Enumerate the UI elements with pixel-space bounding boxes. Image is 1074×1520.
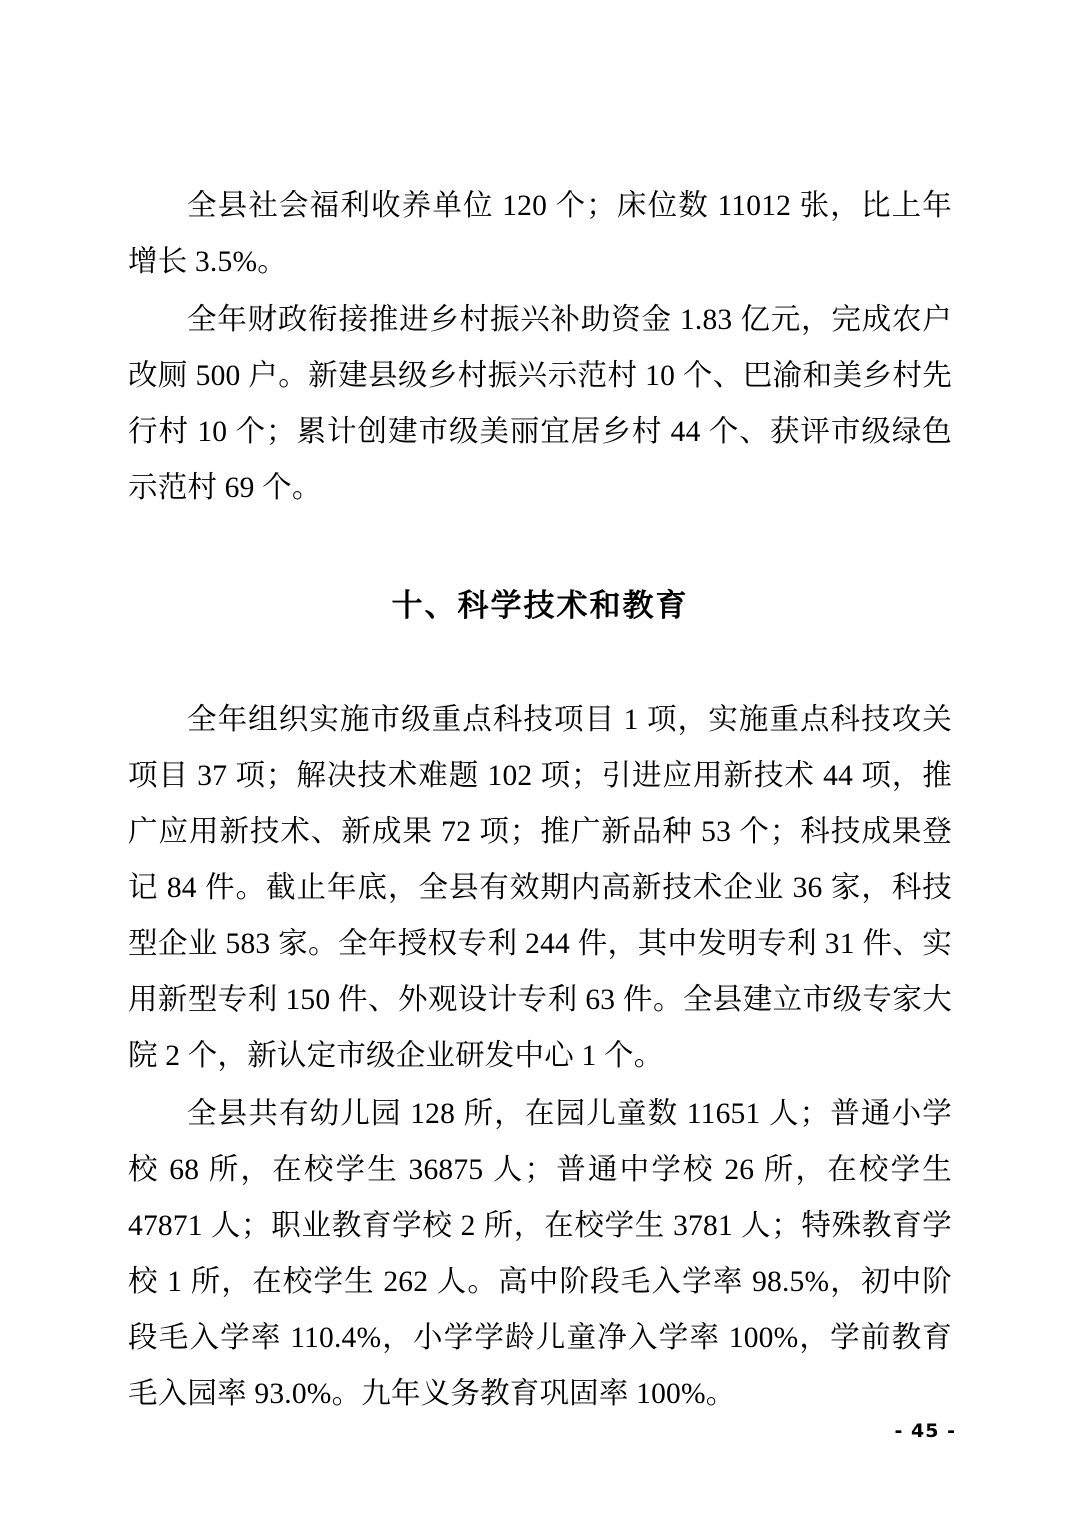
paragraph-education-statistics: 全县共有幼儿园 128 所，在园儿童数 11651 人；普通小学校 68 所，在校学生 36875 人；普通中学校 26 所，在校学生 47871 人；职业教育学校 2 所，在校学生 3781 人；特殊教育学校 1 所，在校学生 262 人。高中阶段毛入学率 98.5%，初中阶段毛入学率 110.4%，小学学龄儿童净入学率 100%，学前教育毛入园率 93.0%。九年义务教育巩固率 100%。 bbox=[128, 1098, 952, 1410]
page-content bbox=[128, 178, 952, 1422]
section-heading-science-education: 十、科学技术和教育 bbox=[391, 588, 689, 624]
paragraph-welfare-units: 全县社会福利收养单位 120 个；床位数 11012 张，比上年增长 3.5%。 bbox=[128, 190, 952, 278]
paragraph-rural-revitalization: 全年财政衔接推进乡村振兴补助资金 1.83 亿元，完成农户改厕 500 户。新建县级乡村振兴示范村 10 个、巴渝和美乡村先行村 10 个；累计创建市级美丽宜居乡村 44 个、获评市级绿色示范村 69 个。 bbox=[128, 304, 952, 504]
page-number: - 45 - bbox=[894, 1420, 956, 1442]
paragraph-science-technology: 全年组织实施市级重点科技项目 1 项，实施重点科技攻关项目 37 项；解决技术难题 102 项；引进应用新技术 44 项，推广应用新技术、新成果 72 项；推广新品种 53 个；科技成果登记 84 件。截止年底，全县有效期内高新技术企业 36 家，科技型企业 583 家。全年授权专利 244 件，其中发明专利 31 件、实用新型专利 150 件、外观设计专利 63 件。全县建立市级专家大院 2 个，新认定市级企业研发中心 1 个。 bbox=[128, 704, 952, 1072]
